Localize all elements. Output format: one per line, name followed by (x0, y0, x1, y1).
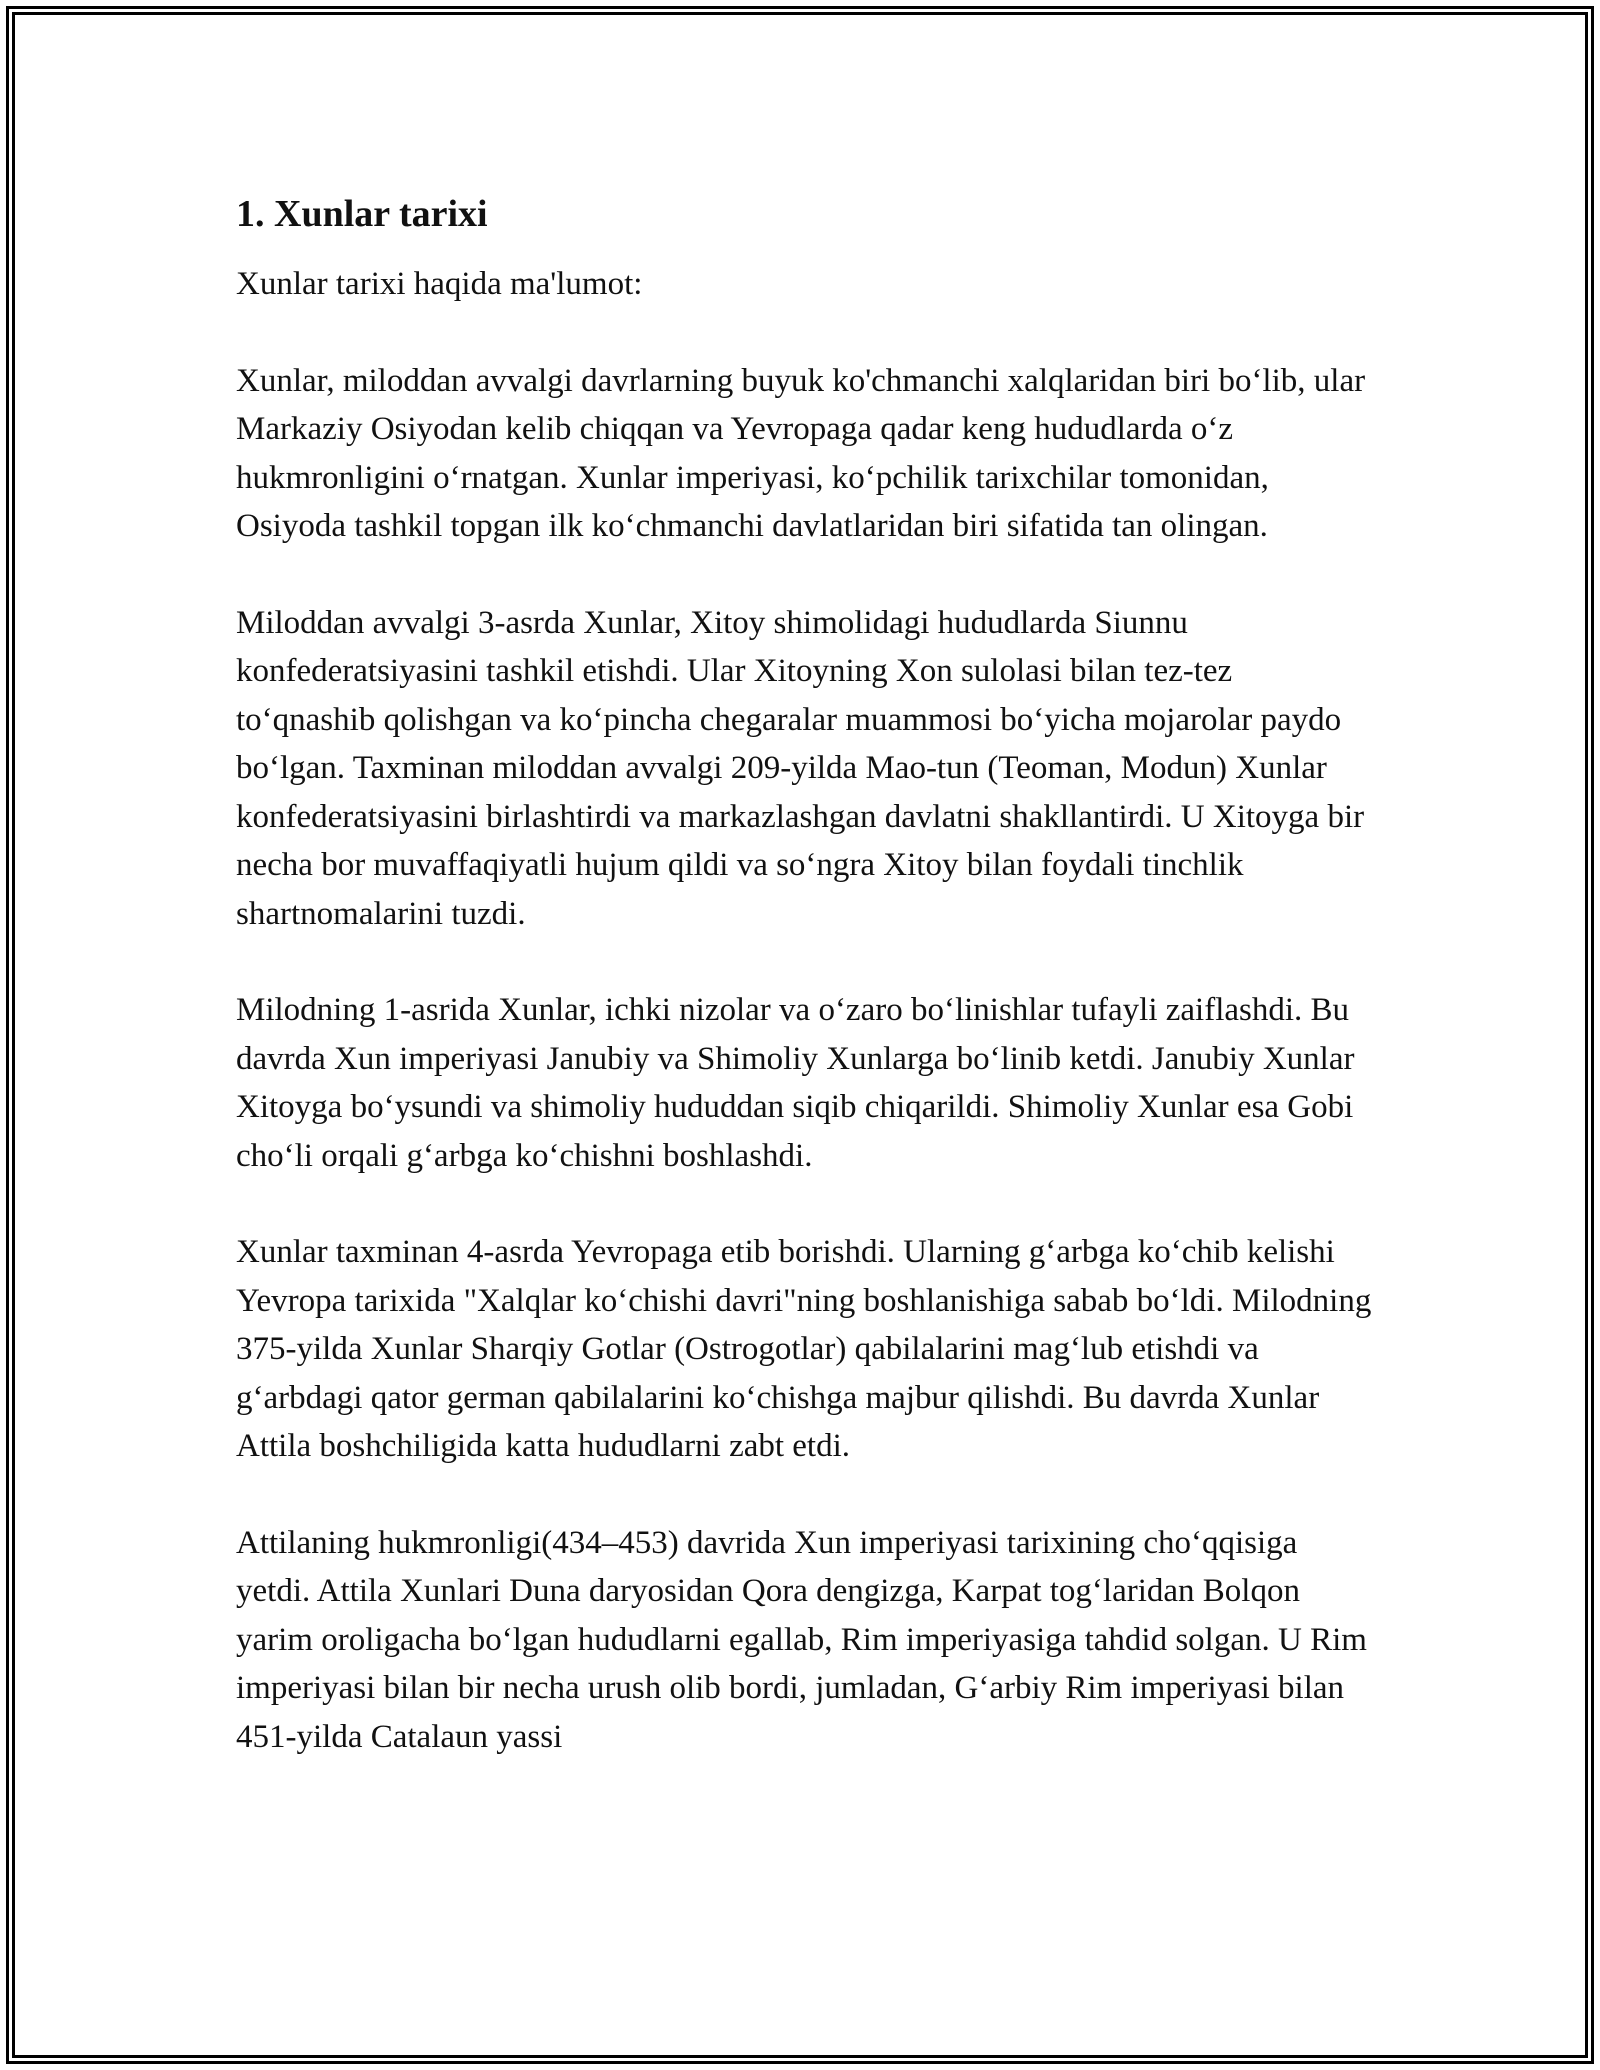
intro-line: Xunlar tarixi haqida ma'lumot: (236, 266, 643, 302)
paragraph: Attilaning hukmronligi(434–453) davrida Xun imperiyasi tarixining cho‘qqisiga yetdi. Attila Xunlari Duna daryosidan Qora dengizga, Karpat tog‘laridan Bolqon yarim oroligacha bo‘lgan hududlarni egallab, Rim imperiyasiga tahdid solgan. U Rim imperiyasi bilan bir necha urush olib bordi, jumladan, G‘arbiy Rim imperiyasi bilan 451-yilda Catalaun yassi (236, 1524, 1367, 1755)
paragraph: Xunlar, miloddan avvalgi davrlarning buyuk ko'chmanchi xalqlaridan biri bo‘lib, ular Markaziy Osiyodan kelib chiqqan va Yevropaga qadar keng hududlarda o‘z hukmronligini o‘rnatgan. Xunlar imperiyasi, ko‘pchilik tarixchilar tomonidan, Osiyoda tashkil topgan ilk ko‘chmanchi davlatlaridan biri sifatida tan olingan. (236, 362, 1366, 544)
document-body (236, 186, 1376, 1761)
paragraph: Milodning 1-asrida Xunlar, ichki nizolar va o‘zaro bo‘linishlar tufayli zaiflashdi. Bu davrda Xun imperiyasi Janubiy va Shimoliy Xunlarga bo‘linib ketdi. Janubiy Xunlar Xitoyga bo‘ysundi va shimoliy hududdan siqib chiqarildi. Shimoliy Xunlar esa Gobi cho‘li orqali g‘arbga ko‘chishni boshlashdi. (236, 992, 1355, 1174)
paragraph: Xunlar taxminan 4-asrda Yevropaga etib borishdi. Ularning g‘arbga ko‘chib kelishi Yevropa tarixida "Xalqlar ko‘chishi davri"ning boshlanishiga sabab bo‘ldi. Milodning 375-yilda Xunlar Sharqiy Gotlar (Ostrogotlar) qabilalarini mag‘lub etishdi va g‘arbdagi qator german qabilalarini ko‘chishga majbur qilishdi. Bu davrda Xunlar Attila boshchiligida katta hududlarni zabt etdi. (236, 1234, 1372, 1464)
document-title: 1. Xunlar tarixi (236, 193, 488, 235)
paragraph: Miloddan avvalgi 3-asrda Xunlar, Xitoy shimolidagi hududlarda Siunnu konfederatsiyasini tashkil etishdi. Ular Xitoyning Xon sulolasi bilan tez-tez to‘qnashib qolishgan va ko‘pincha chegaralar muammosi bo‘yicha mojarolar paydo bo‘lgan. Taxminan miloddan avvalgi 209-yilda Mao-tun (Teoman, Modun) Xunlar konfederatsiyasini birlashtirdi va markazlashgan davlatni shakllantirdi. U Xitoyga bir necha bor muvaffaqiyatli hujum qildi va so‘ngra Xitoy bilan foydali tinchlik shartnomalarini tuzdi. (236, 604, 1365, 932)
